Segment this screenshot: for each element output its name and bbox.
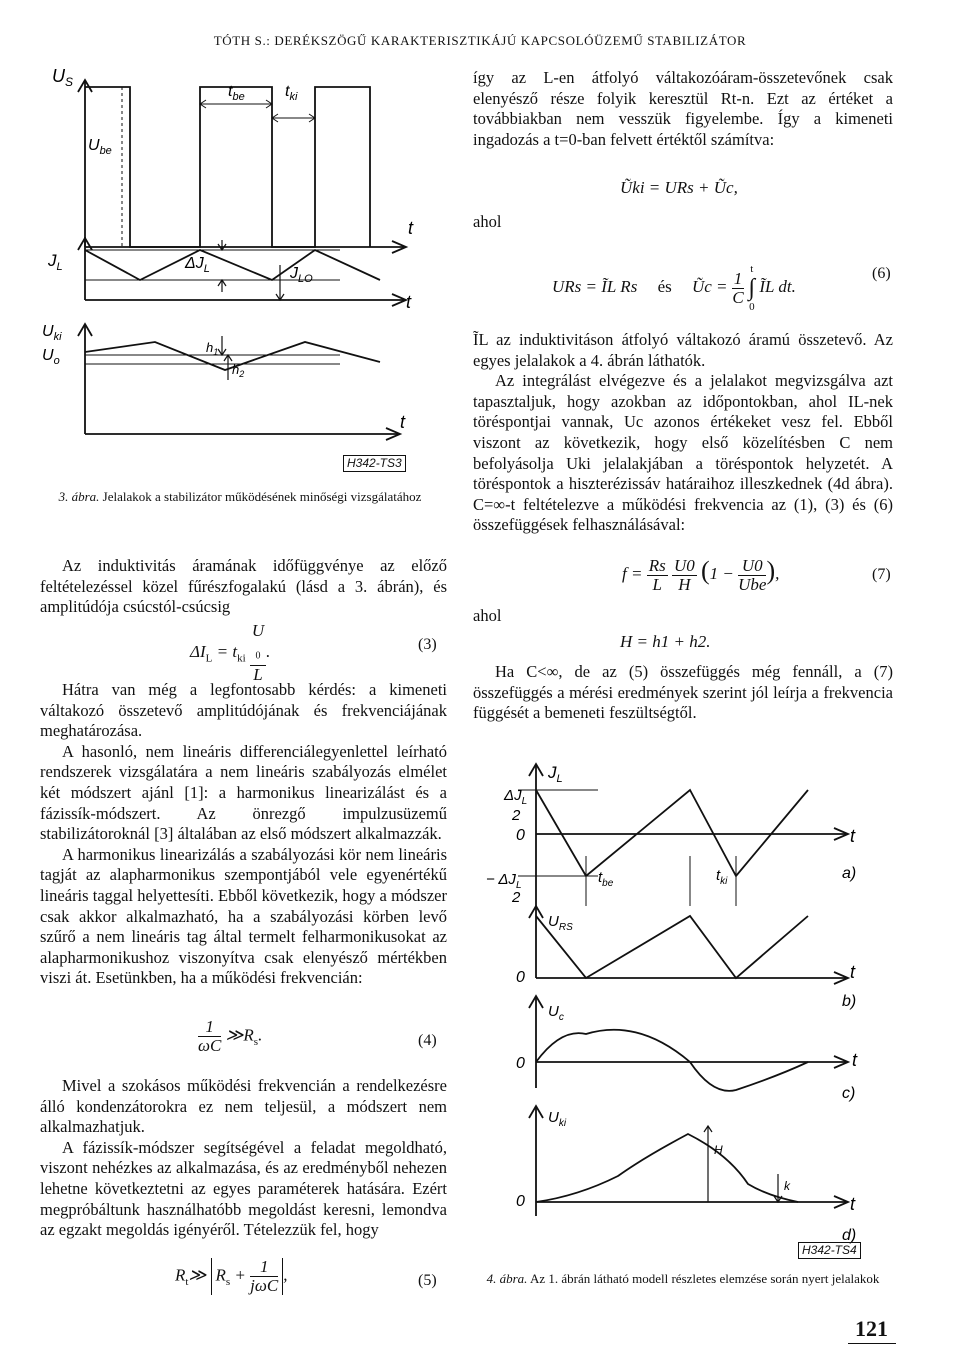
fig3-uki-label: $U_{ki}$ — [42, 323, 62, 343]
fig4-neg-half-label: 2 — [512, 889, 521, 906]
left-paragraph-1: Az induktivitás áramának időfüggvénye az előző feltételezéssel közel fűrészfogalakú (lásd a 3. ábrán), és amplitúdója csúcstól-csúcsig — [40, 556, 447, 617]
left-paragraph-3: A hasonló, nem lineáris differenciálegyenlettel leírható rendszerek vizsgálatára a nem lineáris szabályozás elmélet két módszert ajánl [1]: a harmonikus linearizálást és a fázissík-módszert. Az önrezgő impulzusüzemű stabilizátoroknál [3] általában az első módszert alkalmazzák. — [40, 741, 447, 844]
figure-4 — [478, 756, 898, 1256]
left-column-top — [40, 556, 447, 618]
equation-7: f = $\frac{Rs}{L}$ $\frac{U0}{H}$ (1 − $\frac{U0}{\text{Ube}}$ ), — [622, 555, 780, 594]
fig4-t-c: t — [852, 1050, 858, 1070]
fig4-panel-a: a) — [842, 865, 857, 882]
fig4-panel-c: c) — [842, 1085, 856, 1102]
fig4-caption-number: 4. ábra. — [486, 1271, 528, 1286]
right-paragraph-1: így az L-en átfolyó váltakozóáram-összetevőnek csak elenyésző része folyik keresztül Rt-n. Ezt az értéket a továbbiakban nem vesszük figyelembe. Így a kimeneti ingadozás a t=0-ban felvett értéktől számítva: — [473, 68, 893, 149]
fig4-panel-d: d) — [842, 1227, 857, 1244]
fig4-tki-label: $t_{ki}$ — [716, 867, 728, 887]
fig4-zero-a: 0 — [516, 827, 525, 844]
fig4-panel-b: b) — [842, 993, 857, 1010]
left-paragraph-2: Hátra van még a legfontosabb kérdés: a kimeneti váltakozó összetevő amplitúdójának és frekvenciájának meghatározása. — [40, 680, 447, 741]
equation-4-number: (4) — [418, 1032, 437, 1049]
equation-uki: Ũki = URs + Ũc, — [620, 178, 738, 197]
equation-7-number: (7) — [872, 566, 891, 583]
fig3-t1-label: t — [408, 218, 414, 238]
equation-6-number: (6) — [872, 265, 891, 282]
right-paragraph-3: Az integrálást elvégezve és a jelalakot megvizsgálva azt tapasztaljuk, hogy azokban az időpontokban, ahol IL-nek töréspontjai vannak, Uc azonos értékeket vesz fel. Ebből viszont az következik, hogy első közelítésben C nem befolyásolja Uki jelalakjában a töréspontok helyzetét. A töréspontok a hiszterézissáv határaihoz illeszkednek (4d ábra). C=∞-t feltételezve a működési frekvencia az (1), (3) és (6) összefüggések felhasználásával: — [473, 371, 893, 535]
fig3-jl-label: $J_L$ — [48, 251, 63, 273]
fig3-code-box: H342-TS3 — [343, 455, 406, 472]
equation-3-number: (3) — [418, 636, 437, 653]
fig4-djl2-label: $\Delta J_L$ — [504, 787, 528, 807]
ahol-label-1: ahol — [473, 212, 502, 231]
fig4-uki-label: $U_{ki}$ — [548, 1109, 567, 1129]
equation-3: $\Delta I_L = t_{ki}$ U $_0$ L . — [190, 621, 271, 685]
fig3-djl-label: $\Delta J_L$ — [185, 255, 210, 275]
left-paragraph-5: Mivel a szokásos működési frekvencián a rendelkezésre álló kondenzátorokra ez nem teljesül, a módszert nem alkalmazhatjuk. — [40, 1076, 447, 1137]
fig3-t3-label: t — [400, 412, 406, 432]
fig4-zero-d: 0 — [516, 1193, 525, 1210]
fig4-caption — [473, 1270, 893, 1287]
fig4-k-mark: k — [784, 1179, 790, 1193]
equation-h: H = h1 + h2. — [620, 632, 711, 651]
fig3-caption-number: 3. ábra. — [58, 489, 100, 504]
left-column-middle — [40, 680, 447, 989]
running-header: TÓTH S.: DERÉKSZÖGŰ KARAKTERISZTIKÁJÚ KAPCSOLÓÜZEMŰ STABILIZÁTOR — [213, 33, 747, 48]
right-column-middle — [473, 330, 893, 536]
left-paragraph-4: A harmonikus linearizálás a szabályozási kör nem lineáris tagját az alapharmonikus szempontjából vele egyenértékű lineáris taggal helyettesíti. Ebből következik, hogy a módszer csak akkor alkalmazható, ha a szabályozási körben levő szűrő a nem lineáris tag által termelt felharmonikusokat az alapharmonikushoz viszonyítva csak elenyésző mértékben viszi át. Esetünkben, ha a működési frekvencián: — [40, 844, 447, 988]
equation-4: $\frac{1}{\omega C}$ $≫R_s$. — [198, 1017, 263, 1055]
fig4-zero-b: 0 — [516, 969, 525, 986]
right-column-top — [473, 68, 893, 150]
fig3-caption — [40, 488, 440, 505]
fig3-tbe-label: $t_{be}$ — [228, 83, 245, 103]
fig4-urs-label: $U_{RS}$ — [548, 913, 573, 933]
fig3-ube-label: $U_{be}$ — [88, 137, 112, 157]
right-paragraph-4: Ha C<∞, de az (5) összefüggés még fennáll, a (7) összefüggés a mérési eredmények szerint jól leírja a frekvencia függését a bemeneti feszültségtől. — [473, 662, 893, 723]
fig3-uo-label: $U_o$ — [42, 347, 60, 367]
page-number: 121 — [855, 1316, 888, 1341]
fig4-code-box: H342-TS4 — [798, 1242, 861, 1259]
fig4-h-mark: H — [714, 1143, 723, 1157]
ahol-label-2: ahol — [473, 606, 502, 625]
fig4-neg-djl2-label: − $\Delta J_L$ — [486, 871, 522, 891]
left-column-bottom — [40, 1076, 447, 1241]
fig4-jl-label: $J_L$ — [548, 763, 563, 785]
equation-6: URs = ĨL Rs és Ũc = $\frac{1}{C}$ t ∫ 0 ĨL dt. — [552, 263, 796, 313]
fig4-zero-c: 0 — [516, 1055, 525, 1072]
fig4-uc-label: $U_c$ — [548, 1003, 564, 1023]
fig3-t2-label: t — [406, 292, 412, 312]
equation-5: $R_t≫$ $R_s$ + $\frac{1}{\text{jωC}}$ , — [175, 1257, 288, 1295]
fig3-h2-label: $h_2$ — [232, 362, 245, 379]
fig4-half-label: 2 — [512, 807, 521, 824]
fig4-tbe-label: $t_{be}$ — [598, 869, 614, 889]
fig3-jlo-label: $J_{LO}$ — [290, 265, 313, 285]
fig3-us-label: $U_S$ — [52, 66, 74, 89]
left-paragraph-6: A fázissík-módszer segítségével a feladat megoldható, viszont nehézkes az alkalmazása, és az eredményből nehezen lehetne következtetni az egyes paraméterek hatására. Ezért megpróbáltunk használhatóbb megoldást keresni, lemondva az egzakt megoldás igényéről. Tételezzük fel, hogy — [40, 1137, 447, 1240]
fig4-t-d: t — [850, 1194, 856, 1214]
right-column-bottom — [473, 662, 893, 724]
fig4-t-a: t — [850, 826, 856, 846]
fig3-tki-label: $t_{ki}$ — [285, 83, 298, 103]
page-number-rule — [848, 1343, 896, 1344]
right-paragraph-2: ĨL az induktivitáson átfolyó váltakozó áramú összetevő. Az egyes jelalakok a 4. ábrán láthatók. — [473, 330, 893, 370]
fig4-t-b: t — [850, 962, 856, 982]
fig3-caption-text: Jelalakok a stabilizátor működésének minőségi vizsgálatához — [102, 489, 422, 504]
figure-3 — [40, 62, 440, 482]
equation-5-number: (5) — [418, 1272, 437, 1289]
fig3-h1-label: $h_1$ — [206, 340, 219, 357]
fig4-caption-text: Az 1. ábrán látható modell részletes elemzése során nyert jelalakok — [529, 1271, 880, 1286]
